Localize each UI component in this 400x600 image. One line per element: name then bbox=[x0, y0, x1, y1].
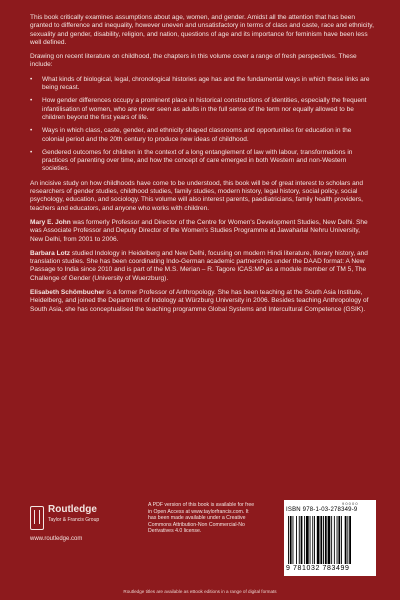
isbn-text: ISBN 978-1-03-278349-9 bbox=[286, 507, 358, 513]
barcode-number: 9 781032 783499 bbox=[286, 565, 350, 572]
bullet-icon: • bbox=[30, 97, 33, 105]
barcode-price: 9 0 0 0 0 bbox=[342, 501, 358, 506]
intro-paragraph: This book critically examines assumptions about age, women, and gender. Amidst all the attention that has been granted to difference and inequality, however uneven and unsatisfactory in terms of class and caste, race and ethnicity, sexuality and gender, disability, religion, and nation, questions of age and its importance for feminism have been less well defined. bbox=[30, 14, 374, 46]
author-name: Elisabeth Schömbucher bbox=[30, 289, 105, 297]
list-item: • What kinds of biological, legal, chronological histories age has and the fundamental ways in which these links are being recast. bbox=[30, 75, 370, 92]
barcode-icon bbox=[287, 516, 373, 564]
publisher-subtitle: Taylor & Francis Group bbox=[48, 517, 100, 523]
incisive-paragraph: An incisive study on how childhoods have come to be understood, this book will be of great interest to scholars and researchers of gender studies, childhood studies, family studies, modern history, legal history, social policy, social psychology, education, and sociology. This volume will also interest parents, paediatricians, family health providers, teachers and educators, and anyone who works with children. bbox=[30, 179, 363, 212]
author-bio bbox=[30, 289, 374, 314]
isbn-barcode bbox=[284, 500, 376, 576]
author-bio-text: was formerly Professor and Director of the Centre for Women's Development Studies, New Delhi. She was Associate Professor and Deputy Director of the Women's Studies Programme at Jawaharlal Nehru University, New Delhi, from 2001 to 2006. bbox=[30, 218, 368, 243]
routledge-logo-icon bbox=[30, 506, 44, 530]
open-access-note: A PDF version of this book is available for free in Open Access at www.taylorfrancis.com. It has been made available under a Creative Commons Attribution-Non Commercial-No Derivatives 4.0 license. bbox=[148, 502, 255, 535]
author-bio bbox=[30, 250, 374, 283]
perspectives-list bbox=[30, 76, 374, 174]
publisher-name: Routledge bbox=[48, 504, 97, 515]
author-bio-text: is a former Professor of Anthropology. She has been teaching at the South Asia Institute, Heidelberg, and joined the Department of Indology at Würzburg University in 2006. Besides teaching Anthropology of South Asia, she has conceptualised the teaching programme Global Systems and Intercultural Competence (GSIK). bbox=[30, 289, 369, 313]
list-item: • How gender differences occupy a prominent place in historical constructions of identities, especially the frequent infantilisation of women, who are never seen as adults in the full sense of the term nor equally allowed to be children beyond the first years of life. bbox=[30, 97, 367, 121]
cover-footer bbox=[0, 498, 400, 586]
author-bio-text: studied Indology in Heidelberg and New Delhi, focusing on modern Hindi literature, literary history, and translation studies. She has been coordinating Indo-German academic partnerships under the DAAD format: A New Passage to India since 2010 and is part of the M.S. Merian – R. Tagore ICAS:MP as a module member of TM 5, The Challenge of Gender (University of Wuerzburg). bbox=[30, 249, 368, 282]
back-cover-text bbox=[30, 14, 374, 320]
publisher-website: www.routledge.com bbox=[30, 536, 83, 542]
bullet-icon: • bbox=[30, 75, 33, 83]
author-bio bbox=[30, 219, 374, 244]
drawing-paragraph: Drawing on recent literature on childhood, the chapters in this volume cover a range of fresh perspectives. These include: bbox=[30, 53, 357, 69]
author-name: Mary E. John bbox=[30, 218, 71, 226]
bullet-icon: • bbox=[30, 127, 33, 135]
list-item: • Gendered outcomes for children in the context of a long entanglement of law with labour, transformations in practices of parenting over time, and how the concept of care emerged in both Western and non-Western societies. bbox=[30, 148, 353, 173]
bullet-icon: • bbox=[30, 148, 33, 156]
ebook-note: Routledge titles are available as eBook editions in a range of digital formats bbox=[123, 589, 277, 594]
list-item: • Ways in which class, caste, gender, and ethnicity shaped classrooms and opportunities for education in the colonial period and the 20th century to produce new ideas of childhood. bbox=[30, 127, 352, 143]
author-name: Barbara Lotz bbox=[30, 249, 71, 257]
